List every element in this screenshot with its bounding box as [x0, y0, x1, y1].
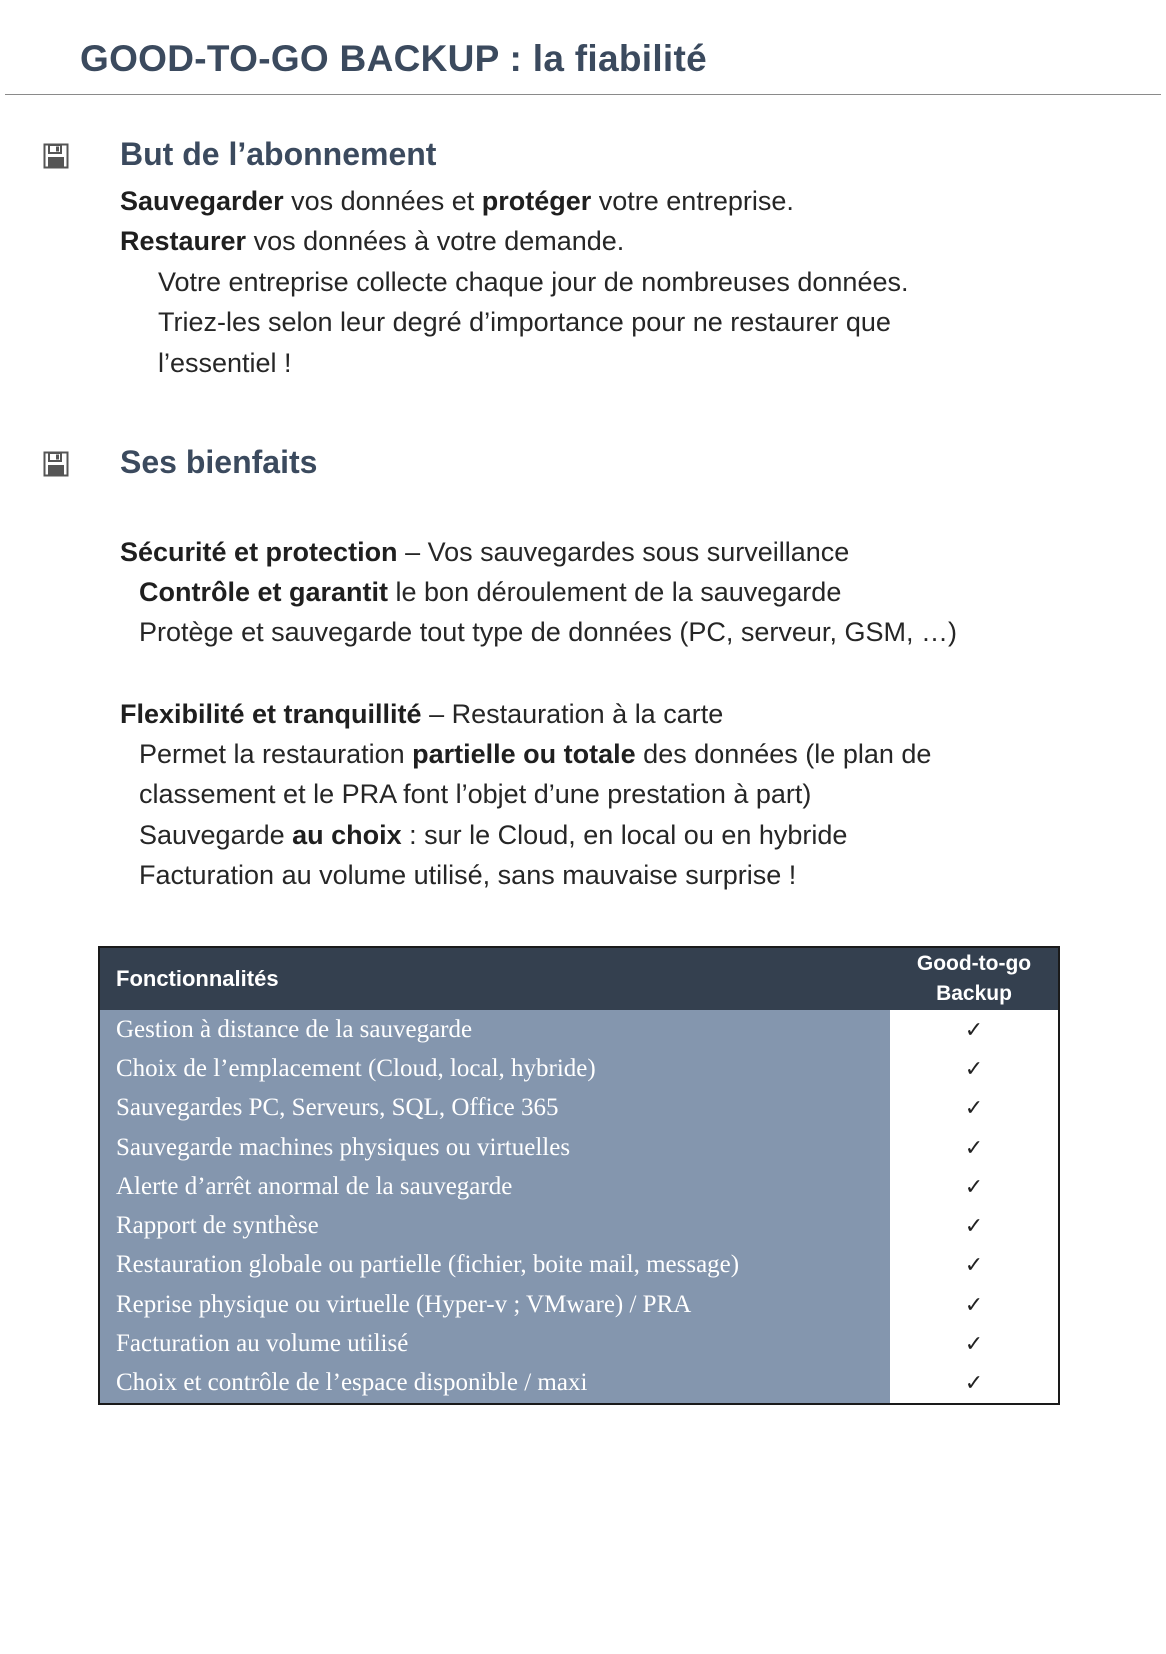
benefit-heading: Sécurité et protection – Vos sauvegardes sous surveillance	[120, 537, 850, 567]
feature-cell: Choix de l’emplacement (Cloud, local, hybride)	[100, 1049, 890, 1088]
table-header	[100, 948, 1058, 1010]
table-row	[100, 1324, 1058, 1363]
paragraph-line: Restaurer vos données à votre demande.	[120, 226, 625, 256]
check-icon: ✓	[890, 1049, 1058, 1088]
check-icon: ✓	[890, 1324, 1058, 1363]
paragraph-line: Triez-les selon leur degré d’importance pour ne restaurer que	[158, 307, 891, 337]
table-row	[100, 1128, 1058, 1167]
section-title-subscription: But de l’abonnement	[120, 136, 437, 172]
paragraph-line: Sauvegarder vos données et protéger votre entreprise.	[120, 186, 794, 216]
feature-cell: Restauration globale ou partielle (fichier, boite mail, message)	[100, 1246, 890, 1285]
feature-cell: Gestion à distance de la sauvegarde	[100, 1010, 890, 1049]
table-row	[100, 1010, 1058, 1049]
check-icon: ✓	[890, 1167, 1058, 1206]
section-title-benefits: Ses bienfaits	[120, 444, 318, 480]
feature-cell: Sauvegardes PC, Serveurs, SQL, Office 365	[100, 1089, 890, 1128]
table-row	[100, 1364, 1058, 1403]
check-icon: ✓	[890, 1246, 1058, 1285]
table-row	[100, 1206, 1058, 1245]
title-divider	[5, 94, 1161, 95]
table-row	[100, 1246, 1058, 1285]
check-icon: ✓	[890, 1010, 1058, 1049]
check-icon: ✓	[890, 1364, 1058, 1403]
features-table	[98, 946, 1060, 1405]
table-row	[100, 1049, 1058, 1088]
paragraph-line: classement et le PRA font l’objet d’une prestation à part)	[139, 779, 812, 809]
check-icon: ✓	[890, 1285, 1058, 1324]
feature-cell: Facturation au volume utilisé	[100, 1324, 890, 1363]
check-icon: ✓	[890, 1128, 1058, 1167]
feature-cell: Reprise physique ou virtuelle (Hyper-v ; VMware) / PRA	[100, 1285, 890, 1324]
paragraph-line: Permet la restauration partielle ou totale des données (le plan de	[139, 739, 932, 769]
page-title: GOOD-TO-GO BACKUP : la fiabilité	[80, 38, 708, 79]
floppy-disk-icon	[43, 143, 69, 169]
paragraph-line: Protège et sauvegarde tout type de données (PC, serveur, GSM, …)	[139, 617, 957, 647]
header-features: Fonctionnalités	[116, 966, 279, 991]
paragraph-line: Facturation au volume utilisé, sans mauvaise surprise !	[139, 860, 797, 890]
feature-cell: Choix et contrôle de l’espace disponible / maxi	[100, 1364, 890, 1403]
feature-cell: Rapport de synthèse	[100, 1206, 890, 1245]
feature-cell: Sauvegarde machines physiques ou virtuelles	[100, 1128, 890, 1167]
paragraph-line: Votre entreprise collecte chaque jour de nombreuses données.	[158, 267, 909, 297]
header-product: Good-to-go Backup	[916, 952, 1032, 1005]
check-icon: ✓	[890, 1206, 1058, 1245]
table-row	[100, 1089, 1058, 1128]
table-row	[100, 1285, 1058, 1324]
paragraph-line: Sauvegarde au choix : sur le Cloud, en local ou en hybride	[139, 820, 848, 850]
paragraph-line: Contrôle et garantit le bon déroulement de la sauvegarde	[139, 577, 842, 607]
table-body	[100, 1010, 1058, 1403]
table-row	[100, 1167, 1058, 1206]
check-icon: ✓	[890, 1089, 1058, 1128]
benefit-heading: Flexibilité et tranquillité – Restauration à la carte	[120, 699, 724, 729]
paragraph-line: l’essentiel !	[158, 348, 292, 378]
floppy-disk-icon	[43, 451, 69, 477]
feature-cell: Alerte d’arrêt anormal de la sauvegarde	[100, 1167, 890, 1206]
